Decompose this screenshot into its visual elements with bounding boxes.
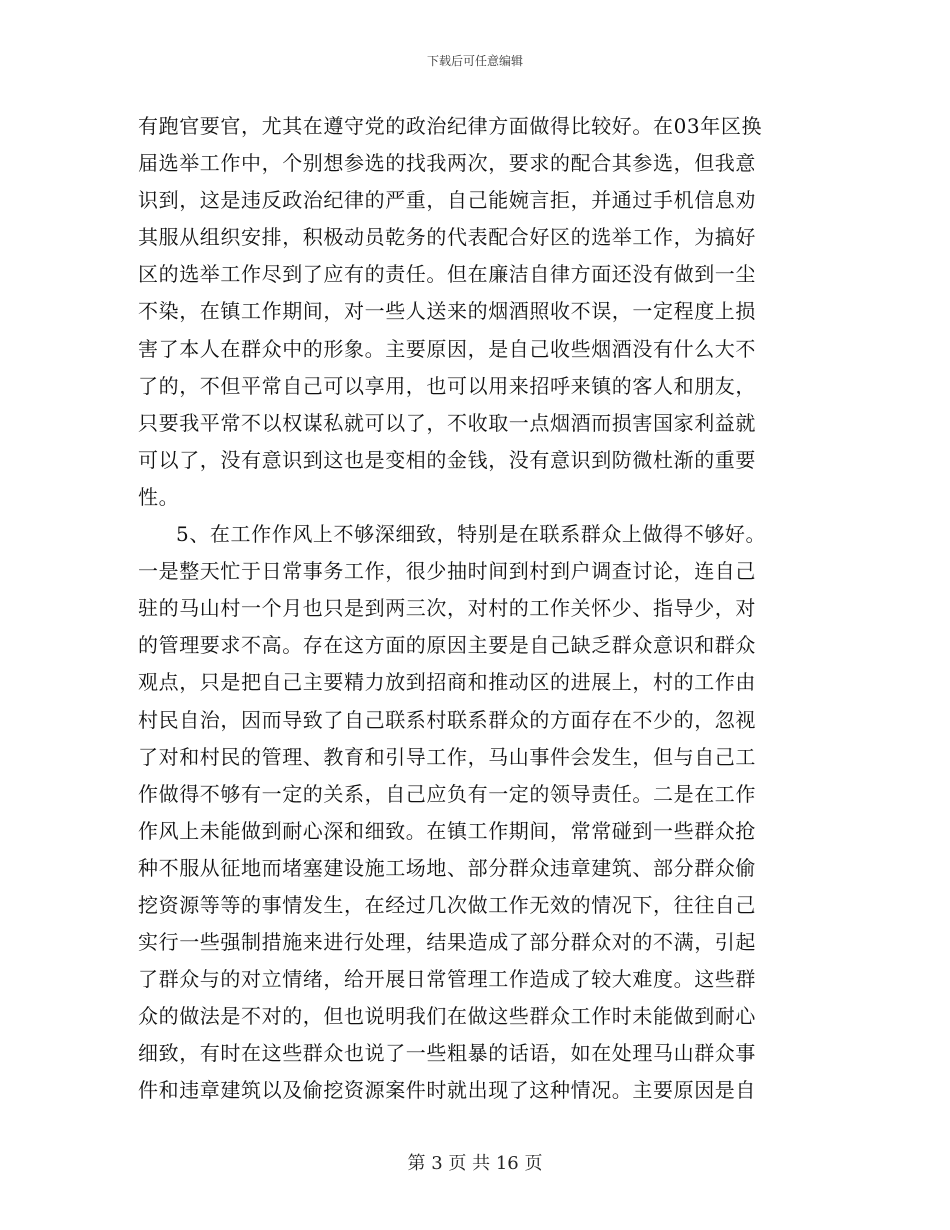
text-line: 届选举工作中，个别想参选的找我两次，要求的配合其参选，但我意	[138, 151, 756, 176]
text-line: 了群众与的对立情绪，给开展日常管理工作造成了较大难度。这些群	[138, 967, 756, 992]
text-line: 件和违章建筑以及偷挖资源案件时就出现了这种情况。主要原因是自	[138, 1078, 756, 1103]
header-note: 下载后可任意编辑	[426, 54, 523, 68]
text-line: 了对和村民的管理、教育和引导工作，马山事件会发生，但与自己工	[138, 744, 756, 769]
text-line: 驻的马山村一个月也只是到两三次，对村的工作关怀少、指导少，对	[138, 596, 756, 621]
text-line: 作做得不够有一定的关系，自己应负有一定的领导责任。二是在工作	[138, 781, 756, 806]
text-line: 其服从组织安排，积极动员乾务的代表配合好区的选举工作，为搞好	[138, 225, 756, 250]
text-line: 作风上未能做到耐心深和细致。在镇工作期间，常常碰到一些群众抢	[138, 818, 756, 843]
text-line: 众的做法是不对的，但也说明我们在做这些群众工作时未能做到耐心	[138, 1004, 756, 1029]
document-body	[138, 108, 802, 1110]
text-line: 一是整天忙于日常事务工作，很少抽时间到村到户调查讨论，连自己	[138, 559, 756, 584]
text-line: 有跑官要官，尤其在遵守党的政治纪律方面做得比较好。在03年区换	[138, 114, 763, 138]
text-line: 实行一些强制措施来进行处理，结果造成了部分群众对的不满，引起	[138, 930, 756, 955]
text-line: 细致，有时在这些群众也说了一些粗暴的话语，如在处理马山群众事	[138, 1041, 756, 1066]
text-line: 了的，不但平常自己可以享用，也可以用来招呼来镇的客人和朋友，	[138, 373, 756, 398]
paragraph-start-line: 5、在工作作风上不够深细致，特别是在联系群众上做得不够好。	[176, 522, 767, 547]
text-line: 可以了，没有意识到这也是变相的金钱，没有意识到防微杜渐的重要	[138, 447, 756, 472]
text-line: 的管理要求不高。存在这方面的原因主要是自己缺乏群众意识和群众	[138, 633, 756, 658]
text-line: 不染，在镇工作期间，对一些人送来的烟酒照收不误，一定程度上损	[138, 299, 756, 324]
text-line: 村民自治，因而导致了自己联系村联系群众的方面存在不少的，忽视	[138, 707, 756, 732]
text-line: 区的选举工作尽到了应有的责任。但在廉洁自律方面还没有做到一尘	[138, 262, 756, 287]
text-line: 识到，这是违反政治纪律的严重，自己能婉言拒，并通过手机信息劝	[138, 188, 756, 213]
text-line: 性。	[138, 484, 180, 509]
text-line: 挖资源等等的事情发生，在经过几次做工作无效的情况下，往往自己	[138, 892, 756, 917]
text-line: 观点，只是把自己主要精力放到招商和推动区的进展上，村的工作由	[138, 670, 756, 695]
page-number: 第 3 页 共 16 页	[407, 1153, 543, 1174]
text-line: 只要我平常不以权谋私就可以了，不收取一点烟酒而损害国家利益就	[138, 410, 756, 435]
text-line: 害了本人在群众中的形象。主要原因，是自己收些烟酒没有什么大不	[138, 336, 756, 361]
text-line: 种不服从征地而堵塞建设施工场地、部分群众违章建筑、部分群众偷	[138, 855, 756, 880]
